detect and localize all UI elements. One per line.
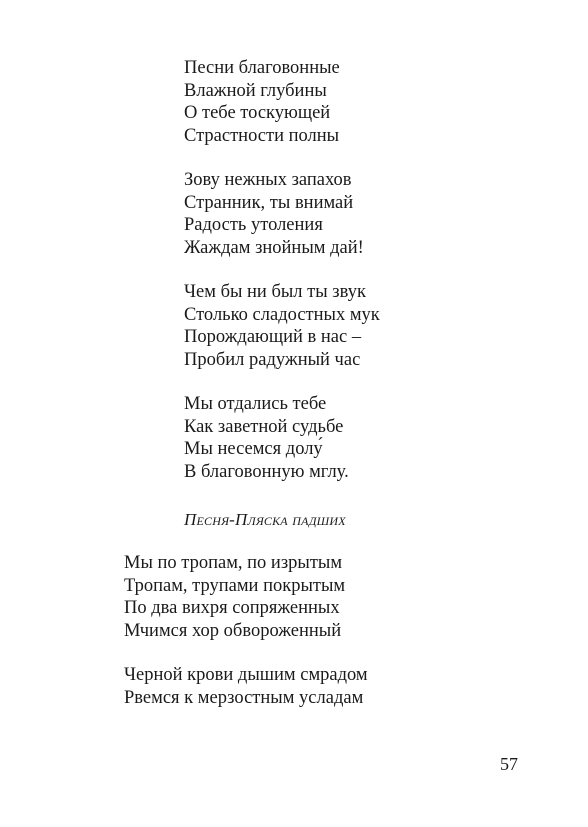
stanza: [184, 281, 544, 371]
verse-line: Чем бы ни был ты звук: [184, 282, 366, 302]
verse-line: Песни благовонные: [184, 58, 340, 78]
verse-line: Мы отдались тебе: [184, 394, 327, 414]
verse-line: Рвемся к мерзостным усладам: [124, 687, 364, 708]
verse-line: Черной крови дышим смрадом: [124, 665, 368, 685]
verse-line: Странник, ты внимай: [184, 192, 354, 213]
section-heading: Песня-Пляска падших: [184, 510, 346, 529]
verse-line: Радость утоления: [184, 215, 323, 235]
page-number: 57: [500, 754, 518, 774]
verse-line: В благовонную мглу.: [184, 461, 349, 482]
stanza: [124, 552, 544, 642]
verse-line: О тебе тоскующей: [184, 103, 331, 123]
verse-line: По два вихря сопряженных: [124, 598, 340, 618]
stanza: [184, 393, 544, 483]
verse-line: Пробил радужный час: [184, 349, 361, 370]
stanza: [124, 664, 544, 709]
stanza: [184, 169, 544, 259]
verse-line: Зову нежных запахов: [184, 170, 352, 190]
verse-line: Влажной глубины: [184, 80, 327, 101]
verse-line: Мы по тропам, по изрытым: [124, 553, 343, 573]
verse-line: Столько сладостных мук: [184, 304, 380, 325]
verse-line: Мы несемся долу́: [184, 439, 323, 459]
poem-second: [124, 552, 544, 731]
verse-line: Мчимся хор обвороженный: [124, 620, 342, 641]
stanza: [184, 57, 544, 147]
verse-line: Порождающий в нас –: [184, 327, 362, 347]
verse-line: Как заветной судьбе: [184, 416, 344, 437]
verse-line: Тропам, трупами покрытым: [124, 575, 346, 596]
verse-line: Жаждам знойным дай!: [184, 237, 364, 258]
poem-first: [184, 57, 544, 505]
verse-line: Страстности полны: [184, 125, 340, 146]
